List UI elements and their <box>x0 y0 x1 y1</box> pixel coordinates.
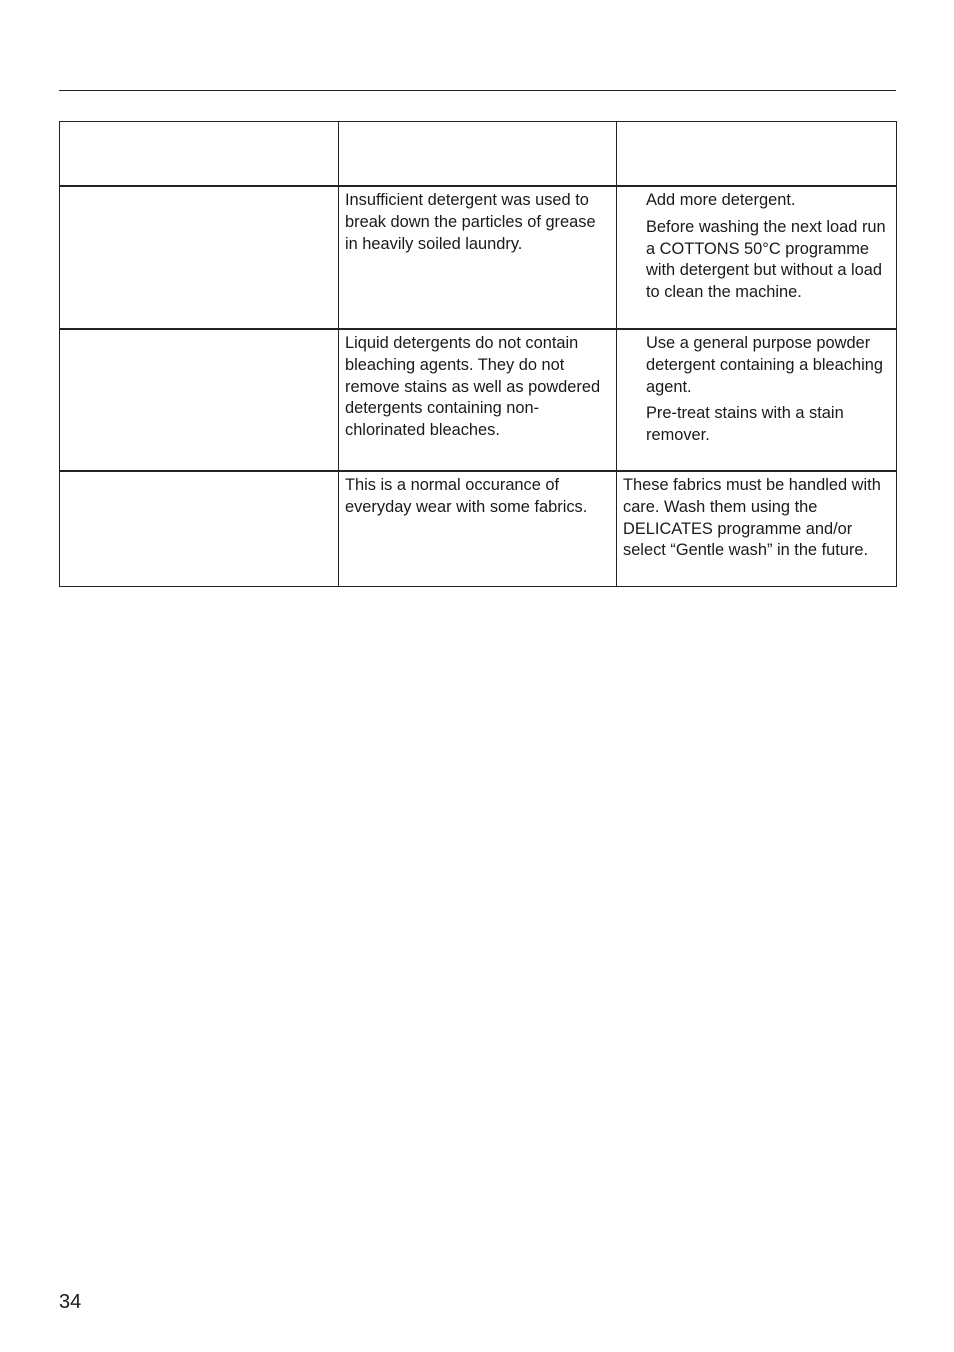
remedy-cell <box>617 186 897 329</box>
table-row <box>60 186 897 329</box>
problem-cell <box>60 329 339 471</box>
cause-cell: Insufficient detergent was used to break down the particles of grease in heavily soiled laundry. <box>339 186 617 329</box>
header-cell-remedy <box>617 122 897 187</box>
remedy-item: Before washing the next load run a COTTONS 50°C programme with detergent but without a load to clean the machine. <box>646 217 886 302</box>
remedy-cell: These fabrics must be handled with care. Wash them using the DELICATES programme and/or select “Gentle wash” in the future. <box>617 471 897 587</box>
remedy-item: Use a general purpose powder detergent containing a bleaching agent. <box>646 334 883 396</box>
problem-cell <box>60 186 339 329</box>
remedy-list <box>623 333 890 447</box>
problem-cell <box>60 471 339 587</box>
header-cell-problem <box>60 122 339 187</box>
table-row <box>60 329 897 471</box>
remedy-cell <box>617 329 897 471</box>
cause-cell: Liquid detergents do not contain bleaching agents. They do not remove stains as well as powdered detergents containing non-chlorinated bleaches. <box>339 329 617 471</box>
page-number: 34 <box>59 1291 82 1313</box>
header-cell-cause <box>339 122 617 187</box>
remedy-item: Add more detergent. <box>646 191 796 209</box>
header-rule <box>59 90 896 91</box>
cause-cell: This is a normal occurance of everyday wear with some fabrics. <box>339 471 617 587</box>
remedy-list <box>623 190 890 304</box>
remedy-item: Pre-treat stains with a stain remover. <box>646 404 844 445</box>
troubleshooting-table <box>59 121 897 587</box>
table-row <box>60 471 897 587</box>
table-header-row <box>60 122 897 187</box>
